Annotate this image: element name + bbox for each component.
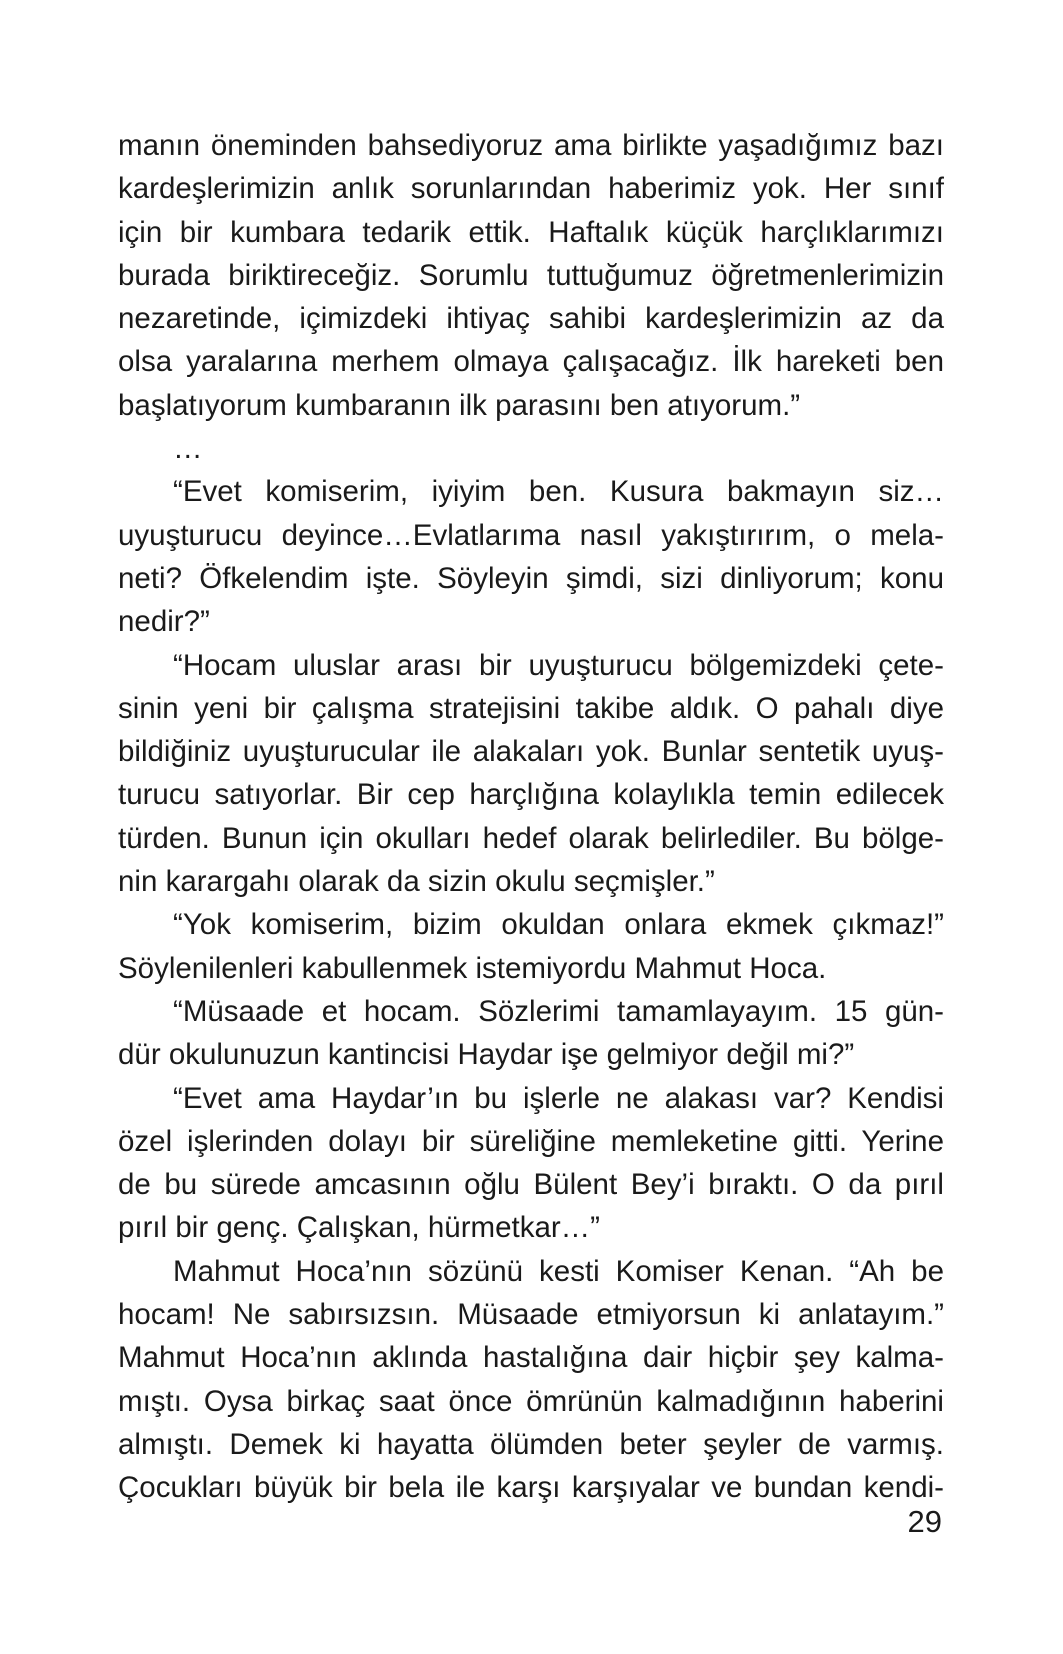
text-line: sinin yeni bir çalışma stratejisini takibe aldık. O pahalı diye: [118, 691, 944, 725]
text-line: “Evet komiserim, iyiyim ben. Kusura bakmayın siz…: [173, 475, 944, 509]
text-line: mıştı. Oysa birkaç saat önce ömrünün kalmadığının haberini: [118, 1384, 944, 1418]
text-line: hocam! Ne sabırsızsın. Müsaade etmiyorsun ki anlatayım.”: [118, 1298, 944, 1332]
text-line: “Evet ama Haydar’ın bu işlerle ne alakası var? Kendisi: [173, 1081, 944, 1115]
text-line: uyuşturucu deyince…Evlatlarıma nasıl yakıştırırım, o mela-: [118, 518, 944, 552]
text-line: olsa yaralarına merhem olmaya çalışacağız. İlk hareketi ben: [118, 345, 944, 379]
page-number: 29: [907, 1504, 942, 1539]
body-text: [118, 124, 944, 1510]
text-line: de bu sürede amcasının oğlu Bülent Bey’i bıraktı. O da pırıl: [118, 1168, 944, 1202]
text-line: …: [173, 432, 203, 466]
text-line: bildiğiniz uyuşturucular ile alakaları yok. Bunlar sentetik uyuş-: [118, 735, 944, 769]
text-line: manın öneminden bahsediyoruz ama birlikte yaşadığımız bazı: [118, 129, 944, 162]
text-line: türden. Bunun için okulları hedef olarak belirlediler. Bu bölge-: [118, 821, 944, 855]
text-line: “Hocam uluslar arası bir uyuşturucu bölgemizdeki çete-: [173, 648, 944, 682]
text-line: Mahmut Hoca’nın aklında hastalığına dair hiçbir şey kalma-: [118, 1341, 944, 1375]
text-line: başlatıyorum kumbaranın ilk parasını ben atıyorum.”: [118, 388, 801, 422]
text-line: Mahmut Hoca’nın sözünü kesti Komiser Kenan. “Ah be: [173, 1254, 944, 1288]
text-line: pırıl bir genç. Çalışkan, hürmetkar…”: [118, 1211, 600, 1245]
text-line: kardeşlerimizin anlık sorunlarından haberimiz yok. Her sınıf: [118, 172, 944, 206]
text-line: nezaretinde, içimizdeki ihtiyaç sahibi kardeşlerimizin az da: [118, 302, 944, 336]
text-line: nedir?”: [118, 605, 210, 639]
text-line: “Müsaade et hocam. Sözlerimi tamamlayayım. 15 gün-: [173, 994, 944, 1028]
text-line: Çocukları büyük bir bela ile karşı karşıyalar ve bundan kendi-: [118, 1471, 944, 1505]
text-line: almıştı. Demek ki hayatta ölümden beter şeyler de varmış.: [118, 1427, 944, 1461]
text-line: özel işlerinden dolayı bir süreliğine memleketine gitti. Yerine: [118, 1124, 944, 1158]
text-line: dür okulunuzun kantincisi Haydar işe gelmiyor değil mi?”: [118, 1038, 855, 1072]
text-line: turucu satıyorlar. Bir cep harçlığına kolaylıkla temin edilecek: [118, 778, 944, 812]
text-line: nin karargahı olarak da sizin okulu seçmişler.”: [118, 865, 715, 899]
text-line: “Yok komiserim, bizim okuldan onlara ekmek çıkmaz!”: [173, 908, 944, 942]
text-line: neti? Öfkelendim işte. Söyleyin şimdi, sizi dinliyorum; konu: [118, 561, 944, 595]
text-line: için bir kumbara tedarik ettik. Haftalık küçük harçlıklarımızı: [118, 215, 944, 249]
text-line: Söylenilenleri kabullenmek istemiyordu Mahmut Hoca.: [118, 951, 827, 985]
text-line: burada biriktireceğiz. Sorumlu tuttuğumuz öğretmenlerimizin: [118, 258, 944, 292]
